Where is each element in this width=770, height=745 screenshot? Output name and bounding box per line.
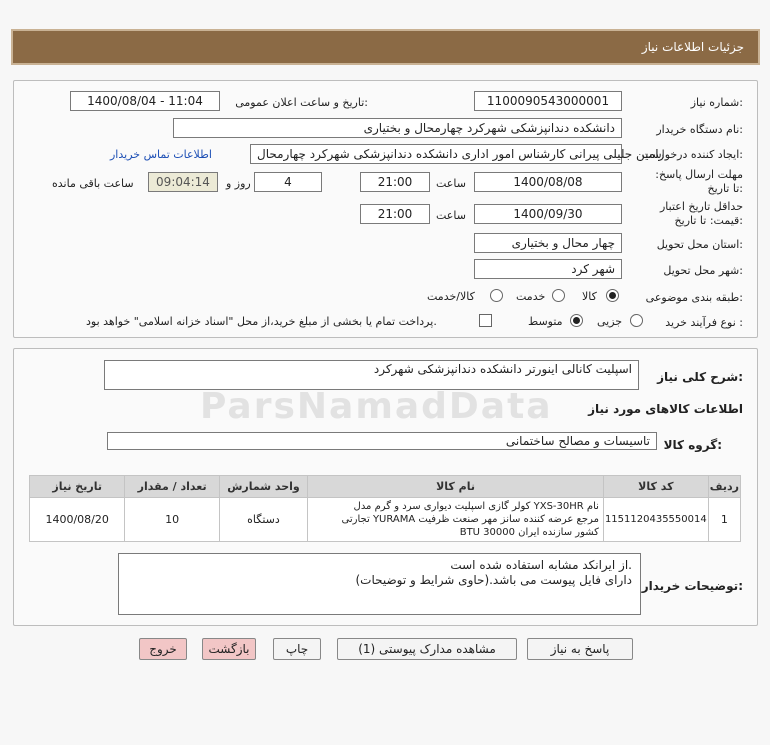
announce-label: تاریخ و ساعت اعلان عمومی: — [235, 96, 368, 109]
validity-label: حداقل تاریخ اعتبار قیمت: تا تاریخ: — [659, 200, 743, 227]
requester-label: ایجاد کننده درخواست: — [641, 148, 743, 161]
goods-group-label: گروه کالا: — [663, 438, 722, 452]
buyer-notes-line-2: دارای فایل پیوست می باشد.(حاوی شرایط و توضیحات) — [355, 573, 632, 587]
reply-button[interactable]: پاسخ به نیاز — [527, 638, 633, 660]
province-label: استان محل تحویل: — [656, 238, 743, 251]
category-service-radio[interactable] — [552, 289, 565, 302]
requester-field: رامین جلیلی پیرانی کارشناس امور اداری دانشکده دندانپزشکی شهرکرد چهارمحال — [250, 144, 622, 164]
validity-time-label: ساعت — [436, 209, 466, 222]
summary-label: شرح کلی نیاز: — [657, 370, 743, 384]
row-date: 1400/08/20 — [30, 498, 125, 542]
buyer-notes-line-1: از ایرانکد مشابه استفاده شده است. — [450, 558, 632, 572]
remaining-label: ساعت باقی مانده — [52, 177, 134, 190]
category-label: طبقه بندی موضوعی: — [645, 291, 743, 304]
exit-button[interactable]: خروج — [139, 638, 187, 660]
province-field: چهار محال و بختیاری — [474, 233, 622, 253]
row-name-line-1: کولر گازی اسپلیت دیواری سرد و گرم مدل YXS-30HR نام — [353, 501, 599, 512]
process-minor-label: جزیی — [597, 315, 623, 328]
category-goods-radio[interactable] — [606, 289, 619, 302]
table-row — [30, 498, 741, 542]
need-number-field: 1100090543000001 — [474, 91, 622, 111]
deadline-date-field: 1400/08/08 — [474, 172, 622, 192]
attachments-button[interactable]: مشاهده مدارک پیوستی (1) — [337, 638, 517, 660]
category-service-label: خدمت — [516, 290, 546, 303]
col-code-header: کد کالا — [603, 476, 708, 498]
page-header — [11, 29, 760, 65]
row-name-line-2: تجارتی YURAMA مرجع عرضه کننده سانز مهر صنعت ظرفیت — [341, 514, 599, 525]
category-goods-label: کالا — [582, 290, 597, 303]
process-label: نوع فرآیند خرید : — [665, 316, 743, 329]
buyer-notes-label: توضیحات خریدار: — [641, 579, 743, 593]
row-name-line-3: BTU 30000 کشور سازنده ایران — [459, 527, 599, 538]
remaining-time-field: 09:04:14 — [148, 172, 218, 192]
page-title: جزئیات اطلاعات نیاز — [641, 40, 744, 54]
deadline-time-label: ساعت — [436, 177, 466, 190]
validity-date-field: 1400/09/30 — [474, 204, 622, 224]
col-date-header: تاریخ نیاز — [30, 476, 125, 498]
row-qty: 10 — [125, 498, 220, 542]
deadline-label: مهلت ارسال پاسخ: تا تاریخ: — [655, 168, 743, 195]
category-both-label: کالا/خدمت — [427, 290, 475, 303]
validity-time-field: 21:00 — [360, 204, 430, 224]
buyer-notes-box — [118, 553, 641, 615]
days-remaining-field: 4 — [254, 172, 322, 192]
col-qty-header: تعداد / مقدار — [125, 476, 220, 498]
buyer-org-field: دانشکده دندانپزشکی شهرکرد چهارمحال و بختیاری — [173, 118, 622, 138]
row-name — [308, 498, 604, 542]
category-both-radio[interactable] — [490, 289, 503, 302]
row-index: 1 — [708, 498, 740, 542]
watermark-text: ParsNamadData — [200, 386, 553, 427]
process-medium-radio[interactable] — [570, 314, 583, 327]
back-button[interactable]: بازگشت — [202, 638, 256, 660]
process-minor-radio[interactable] — [630, 314, 643, 327]
summary-field: اسپلیت کانالی اینورتر دانشکده دندانپزشکی شهرکرد — [104, 360, 639, 390]
goods-group-field: تاسیسات و مصالح ساختمانی — [107, 432, 657, 450]
announce-field: 1400/08/04 - 11:04 — [70, 91, 220, 111]
deadline-time-field: 21:00 — [360, 172, 430, 192]
need-number-label: شماره نیاز: — [690, 96, 743, 109]
days-label: روز و — [226, 177, 251, 190]
buyer-org-label: نام دستگاه خریدار: — [656, 123, 743, 136]
col-unit-header: واحد شمارش — [219, 476, 307, 498]
process-medium-label: متوسط — [528, 315, 563, 328]
print-button[interactable]: چاپ — [273, 638, 321, 660]
row-unit: دستگاه — [219, 498, 307, 542]
city-label: شهر محل تحویل: — [663, 264, 743, 277]
treasury-payment-note: پرداخت تمام یا بخشی از مبلغ خرید،از محل "اسناد خزانه اسلامی" خواهد بود. — [86, 315, 437, 328]
city-field: شهر کرد — [474, 259, 622, 279]
goods-section-title: اطلاعات کالاهای مورد نیاز — [588, 402, 743, 416]
treasury-payment-checkbox[interactable] — [479, 314, 492, 327]
col-name-header: نام کالا — [308, 476, 604, 498]
col-row-header: ردیف — [708, 476, 740, 498]
goods-table — [29, 475, 741, 542]
buyer-contact-link[interactable]: اطلاعات تماس خریدار — [110, 148, 212, 161]
row-code: 1151120435550014 — [603, 498, 708, 542]
